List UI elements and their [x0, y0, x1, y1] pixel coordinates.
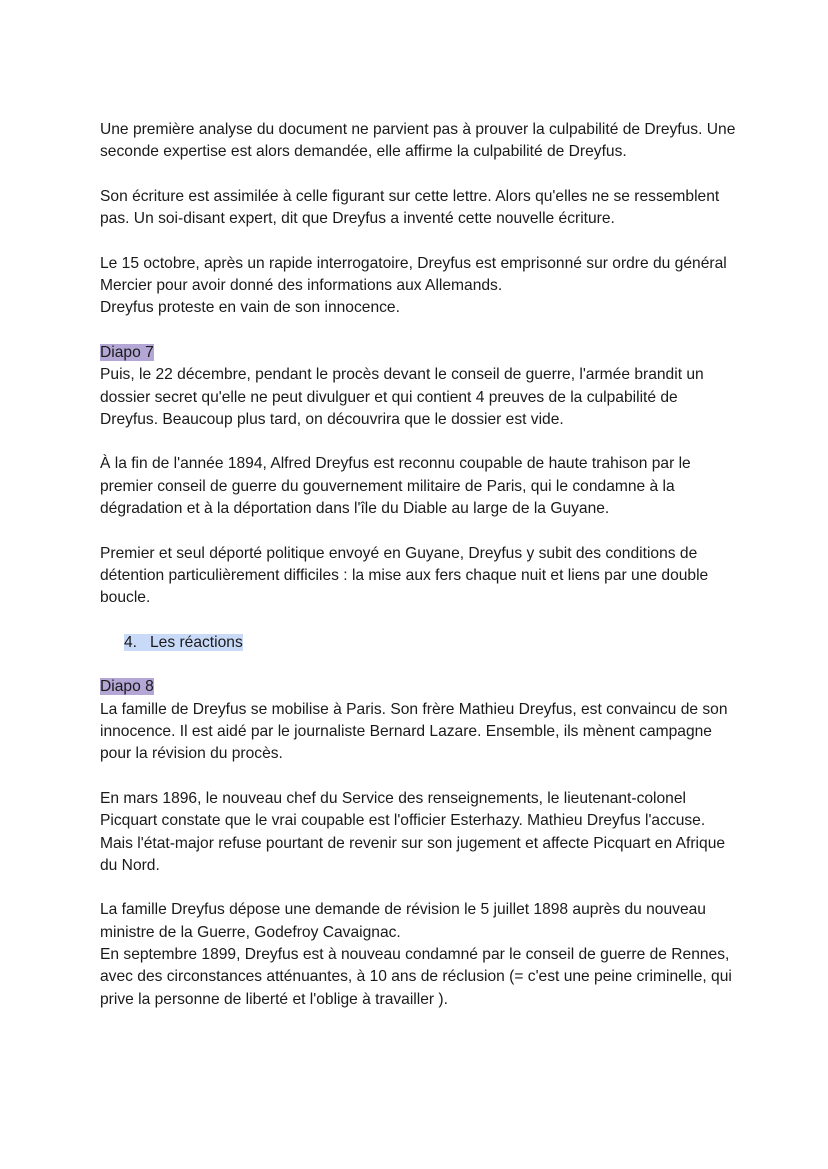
section-heading-highlight: [124, 634, 243, 651]
diapo-8-label: [100, 676, 740, 698]
section-heading-number: 4.: [124, 633, 138, 651]
paragraph-revision-request: La famille Dreyfus dépose une demande de révision le 5 juillet 1898 auprès du nouveau ministre de la Guerre, Godefroy Cavaignac.: [100, 901, 706, 941]
paragraph-rennes-verdict: En septembre 1899, Dreyfus est à nouveau condamné par le conseil de guerre de Rennes, avec des circonstances atténuantes, à 10 ans de réclusion (= c'est une peine criminelle, qui prive la personne de liberté et l'oblige à travailler ).: [100, 945, 732, 1008]
paragraph-secret-file: Puis, le 22 décembre, pendant le procès devant le conseil de guerre, l'armée brandit un dossier secret qu'elle ne peut divulguer et qui contient 4 preuves de la culpabilité de Dreyfus. Beaucoup plus tard, on découvrira que le dossier est vide.: [100, 366, 704, 428]
paragraph-first-analysis: Une première analyse du document ne parvient pas à prouver la culpabilité de Dreyfus. Une seconde expertise est alors demandée, elle affirme la culpabilité de Dreyfus.: [100, 121, 736, 161]
diapo-7-highlight: Diapo 7: [100, 343, 154, 361]
paragraph-handwriting: Son écriture est assimilée à celle figurant sur cette lettre. Alors qu'elles ne se ressemblent pas. Un soi-disant expert, dit que Dreyfus a inventé cette nouvelle écriture.: [100, 187, 720, 228]
paragraph-family-mobilises: La famille de Dreyfus se mobilise à Paris. Son frère Mathieu Dreyfus, est convaincu de son innocence. Il est aidé par le journaliste Bernard Lazare. Ensemble, ils mènent campagne pour la révision du procès.: [100, 700, 728, 763]
paragraph-arrest: Le 15 octobre, après un rapide interrogatoire, Dreyfus est emprisonné sur ordre du général Mercier pour avoir donné des informations aux Allemands.: [100, 254, 727, 295]
paragraph-picquart: En mars 1896, le nouveau chef du Service des renseignements, le lieutenant-colonel Picquart constate que le vrai coupable est l'officier Esterhazy. Mathieu Dreyfus l'accuse. Mais l'état-major refuse pourtant de revenir sur son jugement et affecte Picquart en Afrique du Nord.: [100, 789, 726, 874]
section-heading-text: Les réactions: [150, 633, 243, 651]
paragraph-innocence-protest: Dreyfus proteste en vain de son innocence.: [100, 299, 400, 317]
diapo-7-label: [100, 342, 740, 364]
document-body: [100, 119, 740, 1033]
diapo-8-highlight: Diapo 8: [100, 678, 154, 696]
section-heading-reactions: [100, 632, 740, 654]
paragraph-conviction-1894: À la fin de l'année 1894, Alfred Dreyfus est reconnu coupable de haute trahison par le premier conseil de guerre du gouvernement militaire de Paris, qui le condamne à la dégradation et à la déportation dans l'île du Diable au large de la Guyane.: [100, 455, 691, 518]
paragraph-deportation: Premier et seul déporté politique envoyé en Guyane, Dreyfus y subit des conditions de détention particulièrement difficiles : la mise aux fers chaque nuit et liens par une double boucle.: [100, 544, 709, 607]
